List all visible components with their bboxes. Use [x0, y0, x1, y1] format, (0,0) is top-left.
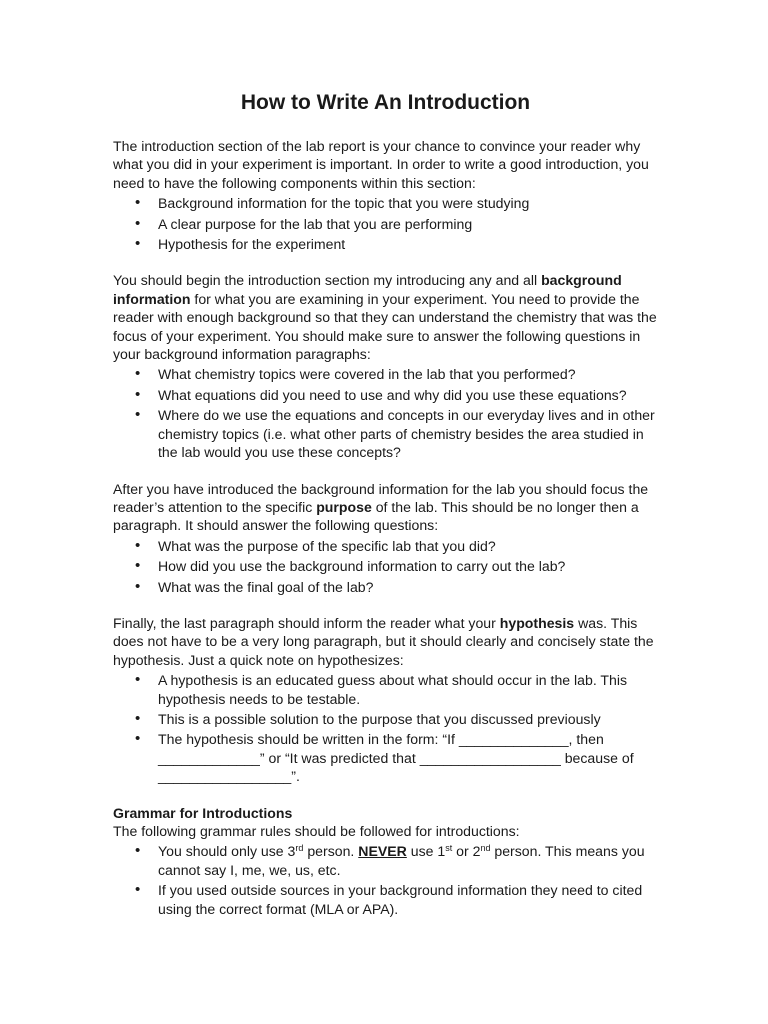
list-item: • Background information for the topic that you were studying: [113, 194, 658, 212]
list-item: • Hypothesis for the experiment: [113, 235, 658, 253]
ordinal-suffix: rd: [295, 843, 304, 854]
grammar-paragraph: The following grammar rules should be followed for introductions:: [113, 823, 520, 839]
grammar-rule-text: use 1: [406, 843, 446, 860]
list-item: • What was the purpose of the specific lab that you did?: [113, 537, 658, 555]
purpose-keyword: purpose: [316, 498, 372, 515]
list-item: • A hypothesis is an educated guess about what should occur in the lab. This hypothesis needs to be testable.: [113, 671, 658, 708]
grammar-rule-text: person. This means you cannot say I, me, we, us, etc.: [158, 843, 645, 878]
list-item: • What equations did you need to use and why did you use these equations?: [113, 386, 658, 404]
intro-paragraph: The introduction section of the lab report is your chance to convince your reader why what you did in your experiment is important. In order to write a good introduction, you need to have the following components within this section:: [113, 138, 649, 191]
grammar-heading: Grammar for Introductions: [113, 804, 293, 821]
list-item: • If you used outside sources in your background information they need to cited using the correct format (MLA or APA).: [113, 881, 658, 918]
purpose-list: [113, 537, 658, 596]
background-list: [113, 365, 658, 461]
background-keyword: background information: [113, 272, 622, 307]
list-item: • The hypothesis should be written in the form: “If ______________, then _____________” or “It was predicted that __________________ because of _________________”.: [113, 730, 658, 785]
list-item: • Where do we use the equations and concepts in our everyday lives and in other chemistry topics (i.e. what other parts of chemistry besides the area studied in the lab would you use these concepts?: [113, 406, 658, 461]
grammar-list: [113, 842, 658, 918]
hypothesis-text-post: was. This does not have to be a very long paragraph, but it should clearly and concisely state the hypothesis. Just a quick note on hypothesizes:: [113, 614, 654, 668]
list-item: [113, 842, 658, 879]
list-item: • What was the final goal of the lab?: [113, 578, 658, 596]
background-paragraph: [113, 271, 658, 363]
list-item: • A clear purpose for the lab that you are performing: [113, 215, 658, 233]
purpose-text-pre: After you have introduced the background information for the lab you should focus the reader’s attention to the specific: [113, 480, 649, 515]
background-text-post: for what you are examining in your experiment. You need to provide the reader with enough background so that they can understand the chemistry that was the focus of your experiment. You should make sure to answer the following questions in your background information paragraphs:: [113, 290, 657, 363]
intro-list: [113, 194, 658, 253]
hypothesis-keyword: hypothesis: [499, 614, 575, 631]
ordinal-suffix: st: [445, 843, 453, 854]
background-text-pre: You should begin the introduction section my introducing any and all: [113, 272, 542, 289]
ordinal-suffix: nd: [480, 843, 491, 854]
hypothesis-list: [113, 671, 658, 785]
list-item: • This is a possible solution to the purpose that you discussed previously: [113, 710, 658, 728]
grammar-rule-text: or 2: [452, 843, 481, 860]
never-emphasis: NEVER: [358, 843, 407, 860]
hypothesis-paragraph: [113, 614, 658, 669]
page-title: How to Write An Introduction: [240, 91, 531, 114]
hypothesis-text-pre: Finally, the last paragraph should inform the reader what your: [113, 614, 500, 631]
list-item: • How did you use the background information to carry out the lab?: [113, 557, 658, 575]
grammar-rule-text: You should only use 3: [158, 843, 296, 860]
grammar-rule-text: person.: [303, 843, 359, 860]
document-page: [113, 90, 658, 918]
purpose-text-post: of the lab. This should be no longer then a paragraph. It should answer the following questions:: [113, 498, 639, 534]
purpose-paragraph: [113, 480, 658, 535]
list-item: • What chemistry topics were covered in the lab that you performed?: [113, 365, 658, 383]
